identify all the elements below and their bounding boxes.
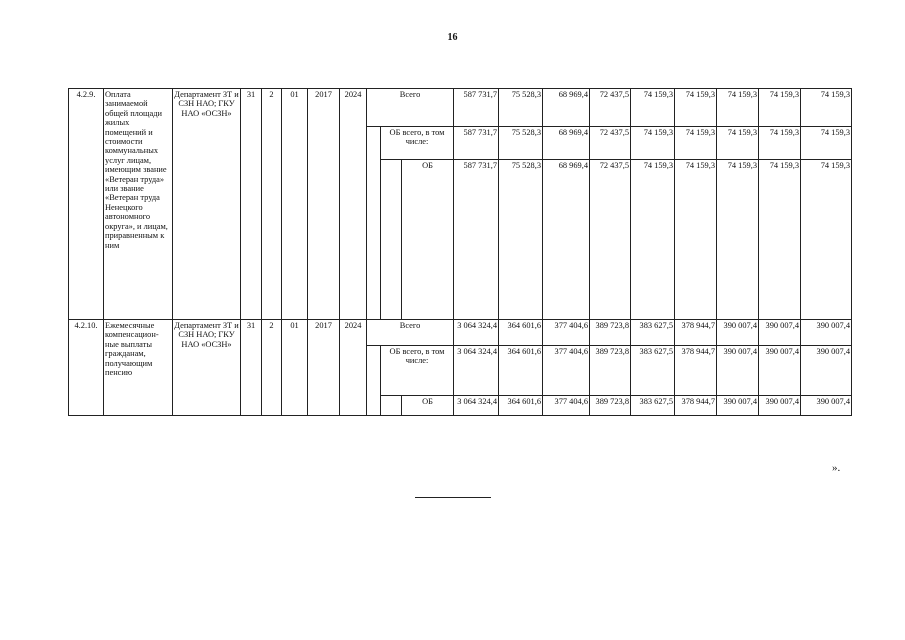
value-cell: 75 528,3 — [499, 160, 543, 320]
code-cell: 31 — [241, 320, 262, 416]
value-cell: 74 159,3 — [759, 127, 801, 160]
end-year-cell: 2024 — [340, 320, 367, 416]
executor-cell: Департамент ЗТ и СЗН НАО; ГКУ НАО «ОСЗН» — [173, 89, 241, 320]
value-cell: 390 007,4 — [717, 320, 759, 346]
value-cell: 378 944,7 — [675, 396, 717, 416]
value-cell: 587 731,7 — [454, 160, 499, 320]
value-cell: 3 064 324,4 — [454, 320, 499, 346]
value-cell: 390 007,4 — [801, 320, 852, 346]
code-cell: 31 — [241, 89, 262, 320]
value-cell: 74 159,3 — [759, 89, 801, 127]
value-cell: 390 007,4 — [801, 396, 852, 416]
value-cell: 74 159,3 — [675, 89, 717, 127]
value-cell: 74 159,3 — [759, 160, 801, 320]
source-ob-total-label: ОБ всего, в том числе: — [381, 127, 454, 160]
value-cell: 587 731,7 — [454, 89, 499, 127]
value-cell: 74 159,3 — [675, 160, 717, 320]
value-cell: 390 007,4 — [717, 346, 759, 396]
source-ob-label: ОБ — [402, 396, 454, 416]
table-row — [69, 320, 852, 346]
value-cell: 390 007,4 — [801, 346, 852, 396]
start-year-cell: 2017 — [308, 89, 340, 320]
value-cell: 75 528,3 — [499, 127, 543, 160]
closing-quote-mark: ». — [832, 462, 841, 474]
value-cell: 3 064 324,4 — [454, 346, 499, 396]
value-cell: 74 159,3 — [631, 160, 675, 320]
code-cell: 01 — [282, 320, 308, 416]
value-cell: 364 601,6 — [499, 320, 543, 346]
activity-name: Ежемесячные компенсацион-ные выплаты гражданам, получающим пенсию — [104, 320, 173, 416]
value-cell: 72 437,5 — [590, 160, 631, 320]
value-cell: 68 969,4 — [543, 89, 590, 127]
table-row — [69, 89, 852, 127]
value-cell: 390 007,4 — [759, 396, 801, 416]
value-cell: 390 007,4 — [759, 320, 801, 346]
value-cell: 74 159,3 — [801, 160, 852, 320]
value-cell: 74 159,3 — [801, 89, 852, 127]
value-cell: 383 627,5 — [631, 396, 675, 416]
value-cell: 72 437,5 — [590, 89, 631, 127]
value-cell: 389 723,8 — [590, 320, 631, 346]
blank-cell — [381, 396, 402, 416]
value-cell: 383 627,5 — [631, 320, 675, 346]
value-cell: 364 601,6 — [499, 346, 543, 396]
blank-cell — [367, 346, 381, 416]
value-cell: 68 969,4 — [543, 160, 590, 320]
row-number: 4.2.10. — [69, 320, 104, 416]
value-cell: 3 064 324,4 — [454, 396, 499, 416]
value-cell: 378 944,7 — [675, 346, 717, 396]
executor-cell: Департамент ЗТ и СЗН НАО; ГКУ НАО «ОСЗН» — [173, 320, 241, 416]
value-cell: 364 601,6 — [499, 396, 543, 416]
value-cell: 389 723,8 — [590, 346, 631, 396]
value-cell: 74 159,3 — [631, 127, 675, 160]
value-cell: 72 437,5 — [590, 127, 631, 160]
value-cell: 389 723,8 — [590, 396, 631, 416]
value-cell: 390 007,4 — [759, 346, 801, 396]
code-cell: 2 — [262, 320, 282, 416]
source-total-label: Всего — [367, 89, 454, 127]
source-ob-total-label: ОБ всего, в том числе: — [381, 346, 454, 396]
end-rule — [415, 497, 491, 498]
value-cell: 377 404,6 — [543, 396, 590, 416]
value-cell: 74 159,3 — [717, 160, 759, 320]
value-cell: 587 731,7 — [454, 127, 499, 160]
value-cell: 377 404,6 — [543, 346, 590, 396]
value-cell: 390 007,4 — [717, 396, 759, 416]
value-cell: 378 944,7 — [675, 320, 717, 346]
page-number: 16 — [447, 32, 458, 43]
value-cell: 383 627,5 — [631, 346, 675, 396]
start-year-cell: 2017 — [308, 320, 340, 416]
value-cell: 377 404,6 — [543, 320, 590, 346]
source-ob-label: ОБ — [402, 160, 454, 320]
blank-cell — [367, 127, 381, 320]
activity-name: Оплата занимаемой общей площади жилых помещений и стоимости коммунальных услуг лицам, имеющим звание «Ветеран труда» или звание «Ветеран труда Ненецкого автономного округа», и лицам, приравненным к ним — [104, 89, 173, 320]
value-cell: 75 528,3 — [499, 89, 543, 127]
value-cell: 74 159,3 — [675, 127, 717, 160]
blank-cell — [381, 160, 402, 320]
row-number: 4.2.9. — [69, 89, 104, 320]
value-cell: 68 969,4 — [543, 127, 590, 160]
value-cell: 74 159,3 — [631, 89, 675, 127]
value-cell: 74 159,3 — [801, 127, 852, 160]
code-cell: 01 — [282, 89, 308, 320]
end-year-cell: 2024 — [340, 89, 367, 320]
value-cell: 74 159,3 — [717, 127, 759, 160]
source-total-label: Всего — [367, 320, 454, 346]
value-cell: 74 159,3 — [717, 89, 759, 127]
program-table — [68, 88, 852, 416]
code-cell: 2 — [262, 89, 282, 320]
